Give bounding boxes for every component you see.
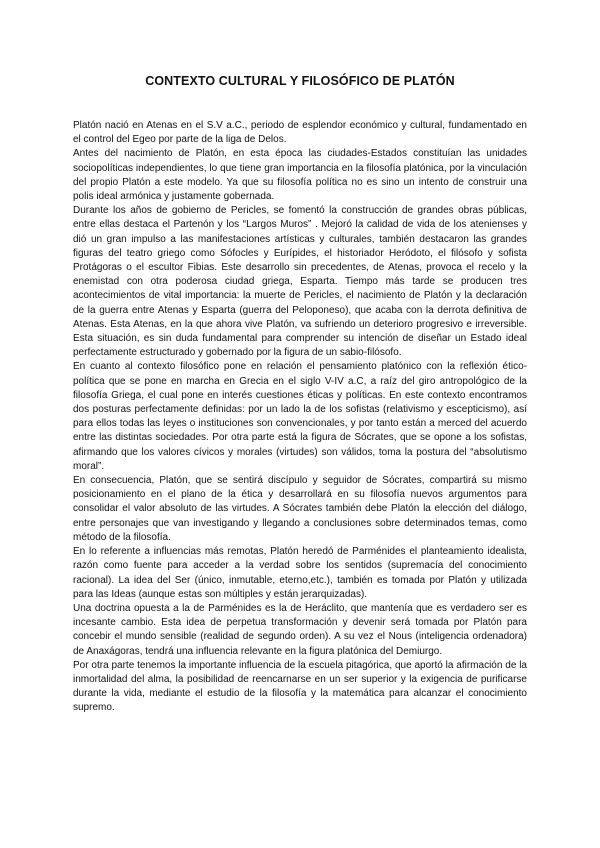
paragraph-7: Una doctrina opuesta a la de Parménides es la de Heráclito, que mantenía que es verdadero ser es incesante cambio. Esta idea de perpetua transformación y devenir será tomada por Platón para concebir el mundo sensible (realidad de segundo orden). A su vez el Nous (inteligencia ordenadora) de Anaxágoras, tendrá una influencia relevante en la figura platónica del Demiurgo. xyxy=(73,602,527,657)
paragraph-8: Por otra parte tenemos la importante influencia de la escuela pitagórica, que aportó la afirmación de la inmortalidad del alma, la posibilidad de reencarnarse en un ser superior y la exigencia de purificarse durante la vida, mediante el estudio de la filosofía y la matemática para alcanzar el conocimiento supremo. xyxy=(73,659,527,714)
paragraph-2: Antes del nacimiento de Platón, en esta época las ciudades-Estados constituían las unidades sociopolíticas independientes, lo que tiene gran importancia en la filosofía platónica, por la vinculación del propio Platón a este modelo. Ya que su filosofía política no es sino un intento de construir una polis ideal armónica y justamente gobernada. xyxy=(73,148,527,203)
paragraph-3: Durante los años de gobierno de Pericles, se fomentó la construcción de grandes obras públicas, entre ellas destaca el Partenón y los “Largos Muros” . Mejoró la calidad de vida de los atenienses y dió un gran impulso a las manifestaciones artísticas y culturales, también destacaron las grandes figuras del teatro griego como Sófocles y Eurípides, el historiador Heródoto, el filósofo y sofista Protágoras o el escultor Fibias. Este desarrollo sin precedentes, de Atenas, provoca el recelo y la enemistad con otra poderosa ciudad griega, Esparta. Tiempo más tarde se producen tres acontecimientos de vital importancia: la muerte de Pericles, el nacimiento de Platón y la declaración de la guerra entre Atenas y Esparta (guerra del Peloponeso), que acaba con la derrota definitiva de Atenas. Esta Atenas, en la que ahora vive Platón, va sufriendo un deterioro progresivo e irreversible. Esta situación, es sin duda fundamental para comprender su intención de diseñar un Estado ideal perfectamente estructurado y gobernado por la figura de un sabio-filósofo. xyxy=(73,205,527,359)
paragraph-4: En cuanto al contexto filosófico pone en relación el pensamiento platónico con la reflexión ético-política que se pone en marcha en Grecia en el siglo V-IV a.C, a raíz del giro antropológico de la filosofía Griega, el cual pone en interés cuestiones éticas y políticas. En este contexto encontramos dos posturas perfectamente definidas: por un lado la de los sofistas (relativismo y escepticismo), así para ellos todas las leyes o instituciones son convencionales, y por tanto están a merced del acuerdo entre las distintas sociedades. Por otra parte está la figura de Sócrates, que se opone a los sofistas, afirmando que los valores cívicos y morales (virtudes) son válidos, toma la postura del “absolutismo moral”. xyxy=(73,361,527,472)
paragraph-1: Platón nació en Atenas en el S.V a.C., periodo de esplendor económico y cultural, fundamentado en el control del Egeo por parte de la liga de Delos. xyxy=(73,120,527,146)
document-title: CONTEXTO CULTURAL Y FILOSÓFICO DE PLATÓN xyxy=(145,74,455,88)
paragraph-6: En lo referente a influencias más remotas, Platón heredó de Parménides el planteamiento idealista, razón como fuente para acceder a la verdad sobre los sentidos (supremacía del conocimiento racional). La idea del Ser (único, inmutable, eterno,etc.), también es tomada por Platón y utilizada para las Ideas (aunque estas son múltiples y están jerarquizadas). xyxy=(73,546,527,600)
document-body xyxy=(73,119,527,716)
paragraph-5: En consecuencia, Platón, que se sentirá discípulo y seguidor de Sócrates, compartirá su mismo posicionamiento en el plano de la ética y desarrollará en su filosofía nuevos argumentos para consolidar el valor absoluto de las virtudes. A Sócrates también debe Platón la elección del diálogo, entre personajes que van investigando y llegando a conclusiones sobre determinados temas, como método de la filosofía. xyxy=(73,475,527,543)
